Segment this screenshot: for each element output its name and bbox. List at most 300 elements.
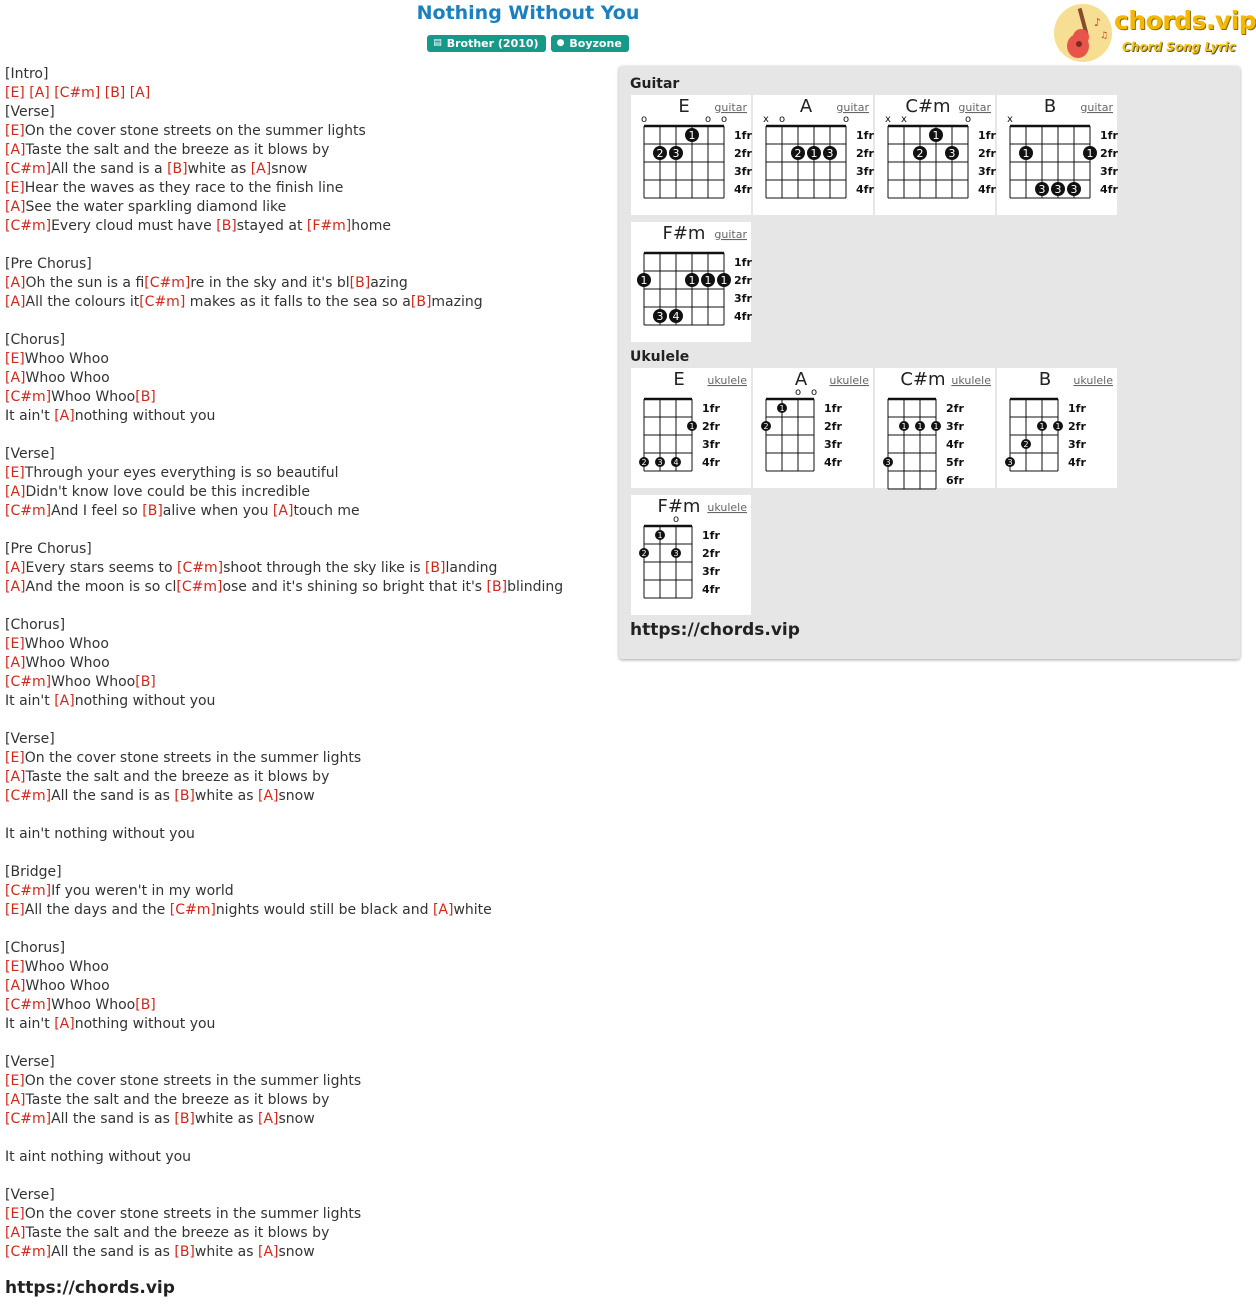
chord-tag[interactable]: [B]: [174, 788, 195, 804]
guitar-chord-diagram[interactable]: [631, 95, 751, 215]
lyric-text: white as: [194, 1111, 258, 1127]
user-icon: ●: [556, 38, 565, 48]
logo-tagline: Chord Song Lyric: [1122, 40, 1236, 54]
fret-label: 4fr: [702, 583, 720, 596]
fret-label: 4fr: [734, 183, 752, 196]
lyric-line: [5, 293, 615, 312]
chord-tag[interactable]: [A]: [129, 85, 151, 101]
chord-name: E: [678, 96, 690, 117]
chord-name: E: [673, 369, 685, 390]
lyric-text: [Intro]: [5, 66, 49, 82]
fret-label: 2fr: [1100, 147, 1118, 160]
lyric-text: Didn't know love could be this incredible: [25, 484, 310, 500]
lyric-text: [Chorus]: [5, 940, 66, 956]
fret-label: 5fr: [946, 456, 964, 469]
lyric-text: [Verse]: [5, 104, 55, 120]
lyric-text: [Verse]: [5, 1054, 55, 1070]
chord-tag[interactable]: [A]: [250, 161, 272, 177]
chord-tag[interactable]: [C#m]: [139, 294, 186, 310]
lyric-text: On the cover stone streets in the summer lights: [24, 750, 362, 766]
lyric-text: white as: [194, 788, 258, 804]
muted-string-mark: x: [901, 114, 907, 125]
chord-tag[interactable]: [B]: [424, 560, 446, 576]
logo-wordmark: chords.vip: [1114, 6, 1256, 35]
chord-tag[interactable]: [E]: [5, 959, 25, 975]
guitar-section-title: Guitar: [630, 76, 680, 92]
chord-tag[interactable]: [A]: [5, 199, 26, 215]
chord-tag[interactable]: [A]: [29, 85, 50, 101]
lyric-line: [5, 445, 615, 464]
chord-instrument-link[interactable]: guitar: [836, 101, 869, 114]
lyric-text: home: [351, 218, 391, 234]
chord-tag[interactable]: [A]: [5, 370, 26, 386]
lyric-line: [5, 1110, 615, 1129]
fret-label: 4fr: [1068, 456, 1086, 469]
open-string-mark: o: [778, 114, 786, 125]
lyric-text: white as: [187, 161, 251, 177]
chord-tag[interactable]: [E]: [5, 180, 25, 196]
chord-tag[interactable]: [B]: [174, 1244, 195, 1260]
chord-tag[interactable]: [B]: [135, 674, 156, 690]
finger-number: 1: [810, 147, 818, 160]
lyric-text: It ain't: [5, 408, 55, 424]
fret-label: 4fr: [824, 456, 842, 469]
lyric-text: All the days and the: [24, 902, 170, 918]
lyric-line: [5, 635, 615, 654]
lyric-text: All the sand is as: [51, 1244, 175, 1260]
lyric-line: [5, 901, 615, 920]
lyric-line: [5, 312, 615, 331]
chord-tag[interactable]: [A]: [54, 408, 75, 424]
lyric-text: And I feel so: [51, 503, 143, 519]
chord-tag[interactable]: [C#m]: [5, 674, 52, 690]
finger-number: 2: [641, 458, 647, 467]
finger-number: 1: [779, 404, 785, 413]
lyric-line: [5, 939, 615, 958]
fret-label: 2fr: [856, 147, 874, 160]
chord-tag[interactable]: [C#m]: [5, 389, 52, 405]
lyric-line: [5, 1129, 615, 1148]
chord-tag[interactable]: [E]: [5, 636, 25, 652]
lyric-text: Through your eyes everything is so beautiful: [24, 465, 339, 481]
fret-label: 3fr: [824, 438, 842, 451]
fret-label: 4fr: [1100, 183, 1118, 196]
lyric-text: On the cover stone streets in the summer lights: [24, 1206, 362, 1222]
finger-number: 1: [1039, 422, 1045, 431]
chord-tag[interactable]: [E]: [5, 351, 25, 367]
guitar-chord-diagram[interactable]: [875, 95, 995, 215]
lyric-line: [5, 255, 615, 274]
chord-tag[interactable]: [E]: [5, 123, 25, 139]
chord-instrument-link[interactable]: guitar: [714, 228, 747, 241]
finger-number: 1: [704, 274, 712, 287]
lyric-line: [5, 1034, 615, 1053]
chord-tag[interactable]: [B]: [216, 218, 237, 234]
lyric-line: [5, 768, 615, 787]
chord-instrument-link[interactable]: guitar: [958, 101, 991, 114]
chord-tag[interactable]: [E]: [5, 1206, 25, 1222]
open-string-mark: o: [640, 114, 648, 125]
chord-tag[interactable]: [A]: [272, 503, 294, 519]
lyric-text: Taste the salt and the breeze as it blows by: [25, 1225, 330, 1241]
artist-badge-label: Boyzone: [569, 37, 622, 50]
lyric-line: [5, 198, 615, 217]
finger-number: 1: [933, 422, 939, 431]
chord-name: F#m: [662, 223, 706, 244]
guitar-chord-diagram[interactable]: [753, 95, 873, 215]
lyric-text: It ain't: [5, 693, 55, 709]
lyric-line: [5, 977, 615, 996]
lyric-line: [5, 1167, 615, 1186]
chord-instrument-link[interactable]: guitar: [714, 101, 747, 114]
finger-number: 4: [672, 310, 680, 323]
chord-instrument-link[interactable]: ukulele: [1073, 374, 1113, 387]
ukulele-chord-diagram[interactable]: [997, 368, 1117, 488]
lyric-line: [5, 160, 615, 179]
fret-label: 4fr: [734, 310, 752, 323]
chord-tag[interactable]: [B]: [142, 503, 163, 519]
lyric-text: Taste the salt and the breeze as it blows by: [25, 1092, 330, 1108]
lyric-line: [5, 844, 615, 863]
chord-tag[interactable]: [C#m]: [5, 1244, 52, 1260]
fret-label: 3fr: [1068, 438, 1086, 451]
chord-tag[interactable]: [A]: [432, 902, 454, 918]
chord-tag[interactable]: [C#m]: [144, 275, 191, 291]
lyric-text: Every cloud must have: [51, 218, 217, 234]
lyric-text: Whoo Whoo: [51, 674, 136, 690]
lyric-line: [5, 996, 615, 1015]
lyric-text: [Verse]: [5, 1187, 55, 1203]
chord-name: B: [1038, 369, 1052, 390]
chord-tag[interactable]: [A]: [5, 142, 26, 158]
chord-tag[interactable]: [C#m]: [5, 883, 52, 899]
chord-tag[interactable]: [B]: [135, 997, 156, 1013]
fret-label: 1fr: [824, 402, 842, 415]
chord-tag[interactable]: [A]: [54, 693, 75, 709]
lyric-line: [5, 122, 615, 141]
lyric-text: azing: [370, 275, 408, 291]
lyric-line: [5, 502, 615, 521]
fret-label: 1fr: [702, 402, 720, 415]
lyric-text: snow: [278, 1111, 315, 1127]
lyric-line: [5, 787, 615, 806]
lyric-text: snow: [278, 1244, 315, 1260]
lyric-line: [5, 521, 615, 540]
lyric-line: [5, 388, 615, 407]
fret-label: 3fr: [856, 165, 874, 178]
svg-text:♪: ♪: [1094, 16, 1102, 29]
lyric-text: Whoo Whoo: [25, 370, 110, 386]
fret-label: 4fr: [978, 183, 996, 196]
fret-label: 4fr: [702, 456, 720, 469]
chord-tag[interactable]: [C#m]: [54, 85, 101, 101]
lyric-text: [Verse]: [5, 731, 55, 747]
lyric-line: [5, 217, 615, 236]
lyric-text: All the sand is as: [51, 788, 175, 804]
open-string-mark: o: [720, 114, 728, 125]
lyric-text: nights would still be black and: [215, 902, 433, 918]
finger-number: 2: [916, 147, 924, 160]
chord-tag[interactable]: [A]: [5, 655, 26, 671]
finger-number: 3: [826, 147, 834, 160]
lyric-text: touch me: [293, 503, 360, 519]
ukulele-chord-diagram[interactable]: [631, 368, 751, 488]
lyric-text: landing: [445, 560, 498, 576]
chord-tag[interactable]: [A]: [5, 579, 26, 595]
finger-number: 1: [932, 129, 940, 142]
lyric-line: [5, 1186, 615, 1205]
chord-tag[interactable]: [A]: [257, 1244, 279, 1260]
chord-tag[interactable]: [C#m]: [5, 997, 52, 1013]
open-string-mark: o: [794, 387, 802, 398]
lyric-text: On the cover stone streets on the summer lights: [24, 123, 366, 139]
chord-tag[interactable]: [E]: [5, 750, 25, 766]
chord-tag[interactable]: [A]: [5, 1225, 26, 1241]
chord-tag[interactable]: [C#m]: [176, 579, 223, 595]
lyric-text: Whoo Whoo: [51, 997, 136, 1013]
finger-number: 2: [794, 147, 802, 160]
chord-tag[interactable]: [A]: [5, 1092, 26, 1108]
finger-number: 3: [1054, 183, 1062, 196]
chord-tag[interactable]: [C#m]: [169, 902, 216, 918]
song-title[interactable]: Nothing Without You: [416, 2, 640, 24]
fret-label: 1fr: [978, 129, 996, 142]
chord-tag[interactable]: [A]: [5, 275, 26, 291]
panel-url[interactable]: https://chords.vip: [630, 620, 800, 640]
fret-label: 1fr: [1068, 402, 1086, 415]
lyric-line: [5, 616, 615, 635]
open-string-mark: o: [964, 114, 972, 125]
lyric-line: [5, 540, 615, 559]
finger-number: 1: [688, 129, 696, 142]
finger-number: 1: [1055, 422, 1061, 431]
lyric-line: [5, 103, 615, 122]
chord-instrument-link[interactable]: guitar: [1080, 101, 1113, 114]
chord-tag[interactable]: [B]: [104, 85, 126, 101]
fret-label: 2fr: [702, 420, 720, 433]
chord-tag[interactable]: [B]: [486, 579, 508, 595]
lyric-line: [5, 730, 615, 749]
lyric-text: re in the sky and it's bl: [190, 275, 350, 291]
finger-number: 3: [673, 549, 679, 558]
lyric-line: [5, 673, 615, 692]
chord-tag[interactable]: [A]: [5, 978, 26, 994]
finger-number: 3: [1007, 458, 1013, 467]
finger-number: 1: [917, 422, 923, 431]
chord-tag[interactable]: [A]: [5, 560, 26, 576]
lyric-line: [5, 1243, 615, 1262]
chord-tag[interactable]: [A]: [257, 788, 279, 804]
fret-label: 2fr: [978, 147, 996, 160]
finger-number: 3: [885, 458, 891, 467]
lyric-line: [5, 597, 615, 616]
lyric-line: [5, 958, 615, 977]
chord-tag[interactable]: [A]: [5, 484, 26, 500]
album-badge-label: Brother (2010): [446, 37, 539, 50]
lyric-line: [5, 65, 615, 84]
guitar-chord-diagram[interactable]: [997, 95, 1117, 215]
lyric-text: [Pre Chorus]: [5, 256, 92, 272]
muted-string-mark: x: [1007, 114, 1013, 125]
chord-tag[interactable]: [B]: [349, 275, 371, 291]
lyric-text: [Verse]: [5, 446, 55, 462]
lyric-text: Whoo Whoo: [24, 636, 109, 652]
book-icon: ▤: [433, 38, 442, 48]
fret-label: 3fr: [734, 165, 752, 178]
fret-label: 1fr: [1100, 129, 1118, 142]
lyric-text: It ain't: [5, 1016, 55, 1032]
chord-tag[interactable]: [C#m]: [177, 560, 224, 576]
lyric-line: [5, 179, 615, 198]
lyric-text: white: [453, 902, 492, 918]
chord-tag[interactable]: [A]: [5, 294, 26, 310]
lyric-line: [5, 141, 615, 160]
lyric-line: [5, 464, 615, 483]
lyric-text: white as: [194, 1244, 258, 1260]
lyric-text: [Chorus]: [5, 332, 66, 348]
fret-label: 4fr: [946, 438, 964, 451]
lyric-text: On the cover stone streets in the summer lights: [24, 1073, 362, 1089]
finger-number: 1: [720, 274, 728, 287]
chord-tag[interactable]: [B]: [174, 1111, 195, 1127]
lyric-line: [5, 692, 615, 711]
chord-name: F#m: [657, 496, 701, 517]
chord-diagrams-panel: [619, 66, 1240, 659]
ukulele-section-title: Ukulele: [630, 349, 690, 365]
song-badges: [0, 35, 1056, 52]
finger-number: 4: [673, 458, 679, 467]
lyric-line: [5, 1015, 615, 1034]
lyric-line: [5, 920, 615, 939]
fret-label: 2fr: [946, 402, 964, 415]
artist-badge[interactable]: [551, 35, 629, 52]
chord-name: C#m: [900, 369, 946, 390]
chord-tag[interactable]: [E]: [5, 85, 25, 101]
lyric-text: All the colours it: [25, 294, 140, 310]
lyric-text: makes as it falls to the sea so a: [185, 294, 411, 310]
lyric-line: [5, 806, 615, 825]
lyric-text: Whoo Whoo: [24, 959, 109, 975]
lyric-line: [5, 84, 615, 103]
lyric-text: See the water sparkling diamond like: [25, 199, 287, 215]
lyric-line: [5, 882, 615, 901]
lyric-line: [5, 711, 615, 730]
chord-tag[interactable]: [C#m]: [5, 218, 52, 234]
lyric-line: [5, 1091, 615, 1110]
lyric-text: shoot through the sky like is: [223, 560, 425, 576]
lyric-text: mazing: [431, 294, 483, 310]
lyric-text: It aint nothing without you: [5, 1149, 192, 1165]
fret-label: 1fr: [856, 129, 874, 142]
lyric-line: [5, 1224, 615, 1243]
chord-tag[interactable]: [C#m]: [5, 788, 52, 804]
chord-tag[interactable]: [C#m]: [5, 1111, 52, 1127]
finger-number: 3: [948, 147, 956, 160]
lyric-line: [5, 578, 615, 597]
lyric-text: [Pre Chorus]: [5, 541, 92, 557]
lyric-text: Whoo Whoo: [51, 389, 136, 405]
open-string-mark: o: [842, 114, 850, 125]
chord-tag[interactable]: [F#m]: [306, 218, 352, 234]
chord-tag[interactable]: [C#m]: [5, 503, 52, 519]
chord-name: A: [794, 369, 808, 390]
fret-label: 2fr: [1068, 420, 1086, 433]
lyric-line: [5, 483, 615, 502]
lyric-line: [5, 749, 615, 768]
ukulele-chord-diagram[interactable]: [753, 368, 873, 488]
fret-label: 2fr: [824, 420, 842, 433]
chord-instrument-link[interactable]: ukulele: [829, 374, 869, 387]
lyric-text: Hear the waves as they race to the finish line: [24, 180, 344, 196]
ukulele-chord-diagram[interactable]: [631, 495, 751, 615]
open-string-mark: o: [810, 387, 818, 398]
lyric-text: Whoo Whoo: [25, 978, 110, 994]
ukulele-chord-diagram[interactable]: [875, 368, 995, 488]
chord-tag[interactable]: [A]: [257, 1111, 279, 1127]
lyric-text: It ain't nothing without you: [5, 826, 195, 842]
fret-label: 3fr: [734, 292, 752, 305]
chord-instrument-link[interactable]: ukulele: [707, 374, 747, 387]
fret-label: 3fr: [946, 420, 964, 433]
lyric-text: All the sand is a: [51, 161, 168, 177]
lyric-line: [5, 1205, 615, 1224]
finger-number: 1: [1086, 147, 1094, 160]
chord-tag[interactable]: [B]: [410, 294, 432, 310]
guitar-chord-diagram[interactable]: [631, 222, 751, 342]
chord-instrument-link[interactable]: ukulele: [951, 374, 991, 387]
lyric-line: [5, 407, 615, 426]
lyric-text: If you weren't in my world: [51, 883, 234, 899]
lyrics-sheet: [5, 65, 615, 1262]
finger-number: 1: [689, 422, 695, 431]
svg-text:♫: ♫: [1100, 31, 1109, 41]
lyric-text: nothing without you: [74, 693, 216, 709]
chord-instrument-link[interactable]: ukulele: [707, 501, 747, 514]
fret-label: 3fr: [702, 438, 720, 451]
chord-tag[interactable]: [E]: [5, 902, 25, 918]
lyric-line: [5, 1053, 615, 1072]
fret-label: 2fr: [734, 147, 752, 160]
guitar-logo-icon: [1054, 4, 1112, 62]
lyric-text: nothing without you: [74, 1016, 216, 1032]
chord-tag[interactable]: [B]: [167, 161, 188, 177]
fret-label: 3fr: [978, 165, 996, 178]
chord-tag[interactable]: [A]: [5, 769, 26, 785]
lyric-line: [5, 1148, 615, 1167]
album-badge[interactable]: [427, 35, 545, 52]
lyric-line: [5, 559, 615, 578]
fret-label: 3fr: [702, 565, 720, 578]
lyric-text: snow: [278, 788, 315, 804]
lyric-text: alive when you: [162, 503, 273, 519]
fret-label: 4fr: [856, 183, 874, 196]
finger-number: 2: [656, 147, 664, 160]
site-logo[interactable]: [1054, 4, 1256, 62]
finger-number: 1: [657, 531, 663, 540]
lyric-text: Whoo Whoo: [25, 655, 110, 671]
finger-number: 2: [763, 422, 769, 431]
chord-tag[interactable]: [E]: [5, 1073, 25, 1089]
chord-tag[interactable]: [C#m]: [5, 161, 52, 177]
lyric-line: [5, 369, 615, 388]
chord-tag[interactable]: [B]: [135, 389, 156, 405]
finger-number: 3: [656, 310, 664, 323]
chord-tag[interactable]: [E]: [5, 465, 25, 481]
footer-url[interactable]: https://chords.vip: [5, 1278, 175, 1298]
fret-label: 1fr: [734, 256, 752, 269]
fret-label: 2fr: [702, 547, 720, 560]
chord-tag[interactable]: [A]: [54, 1016, 75, 1032]
